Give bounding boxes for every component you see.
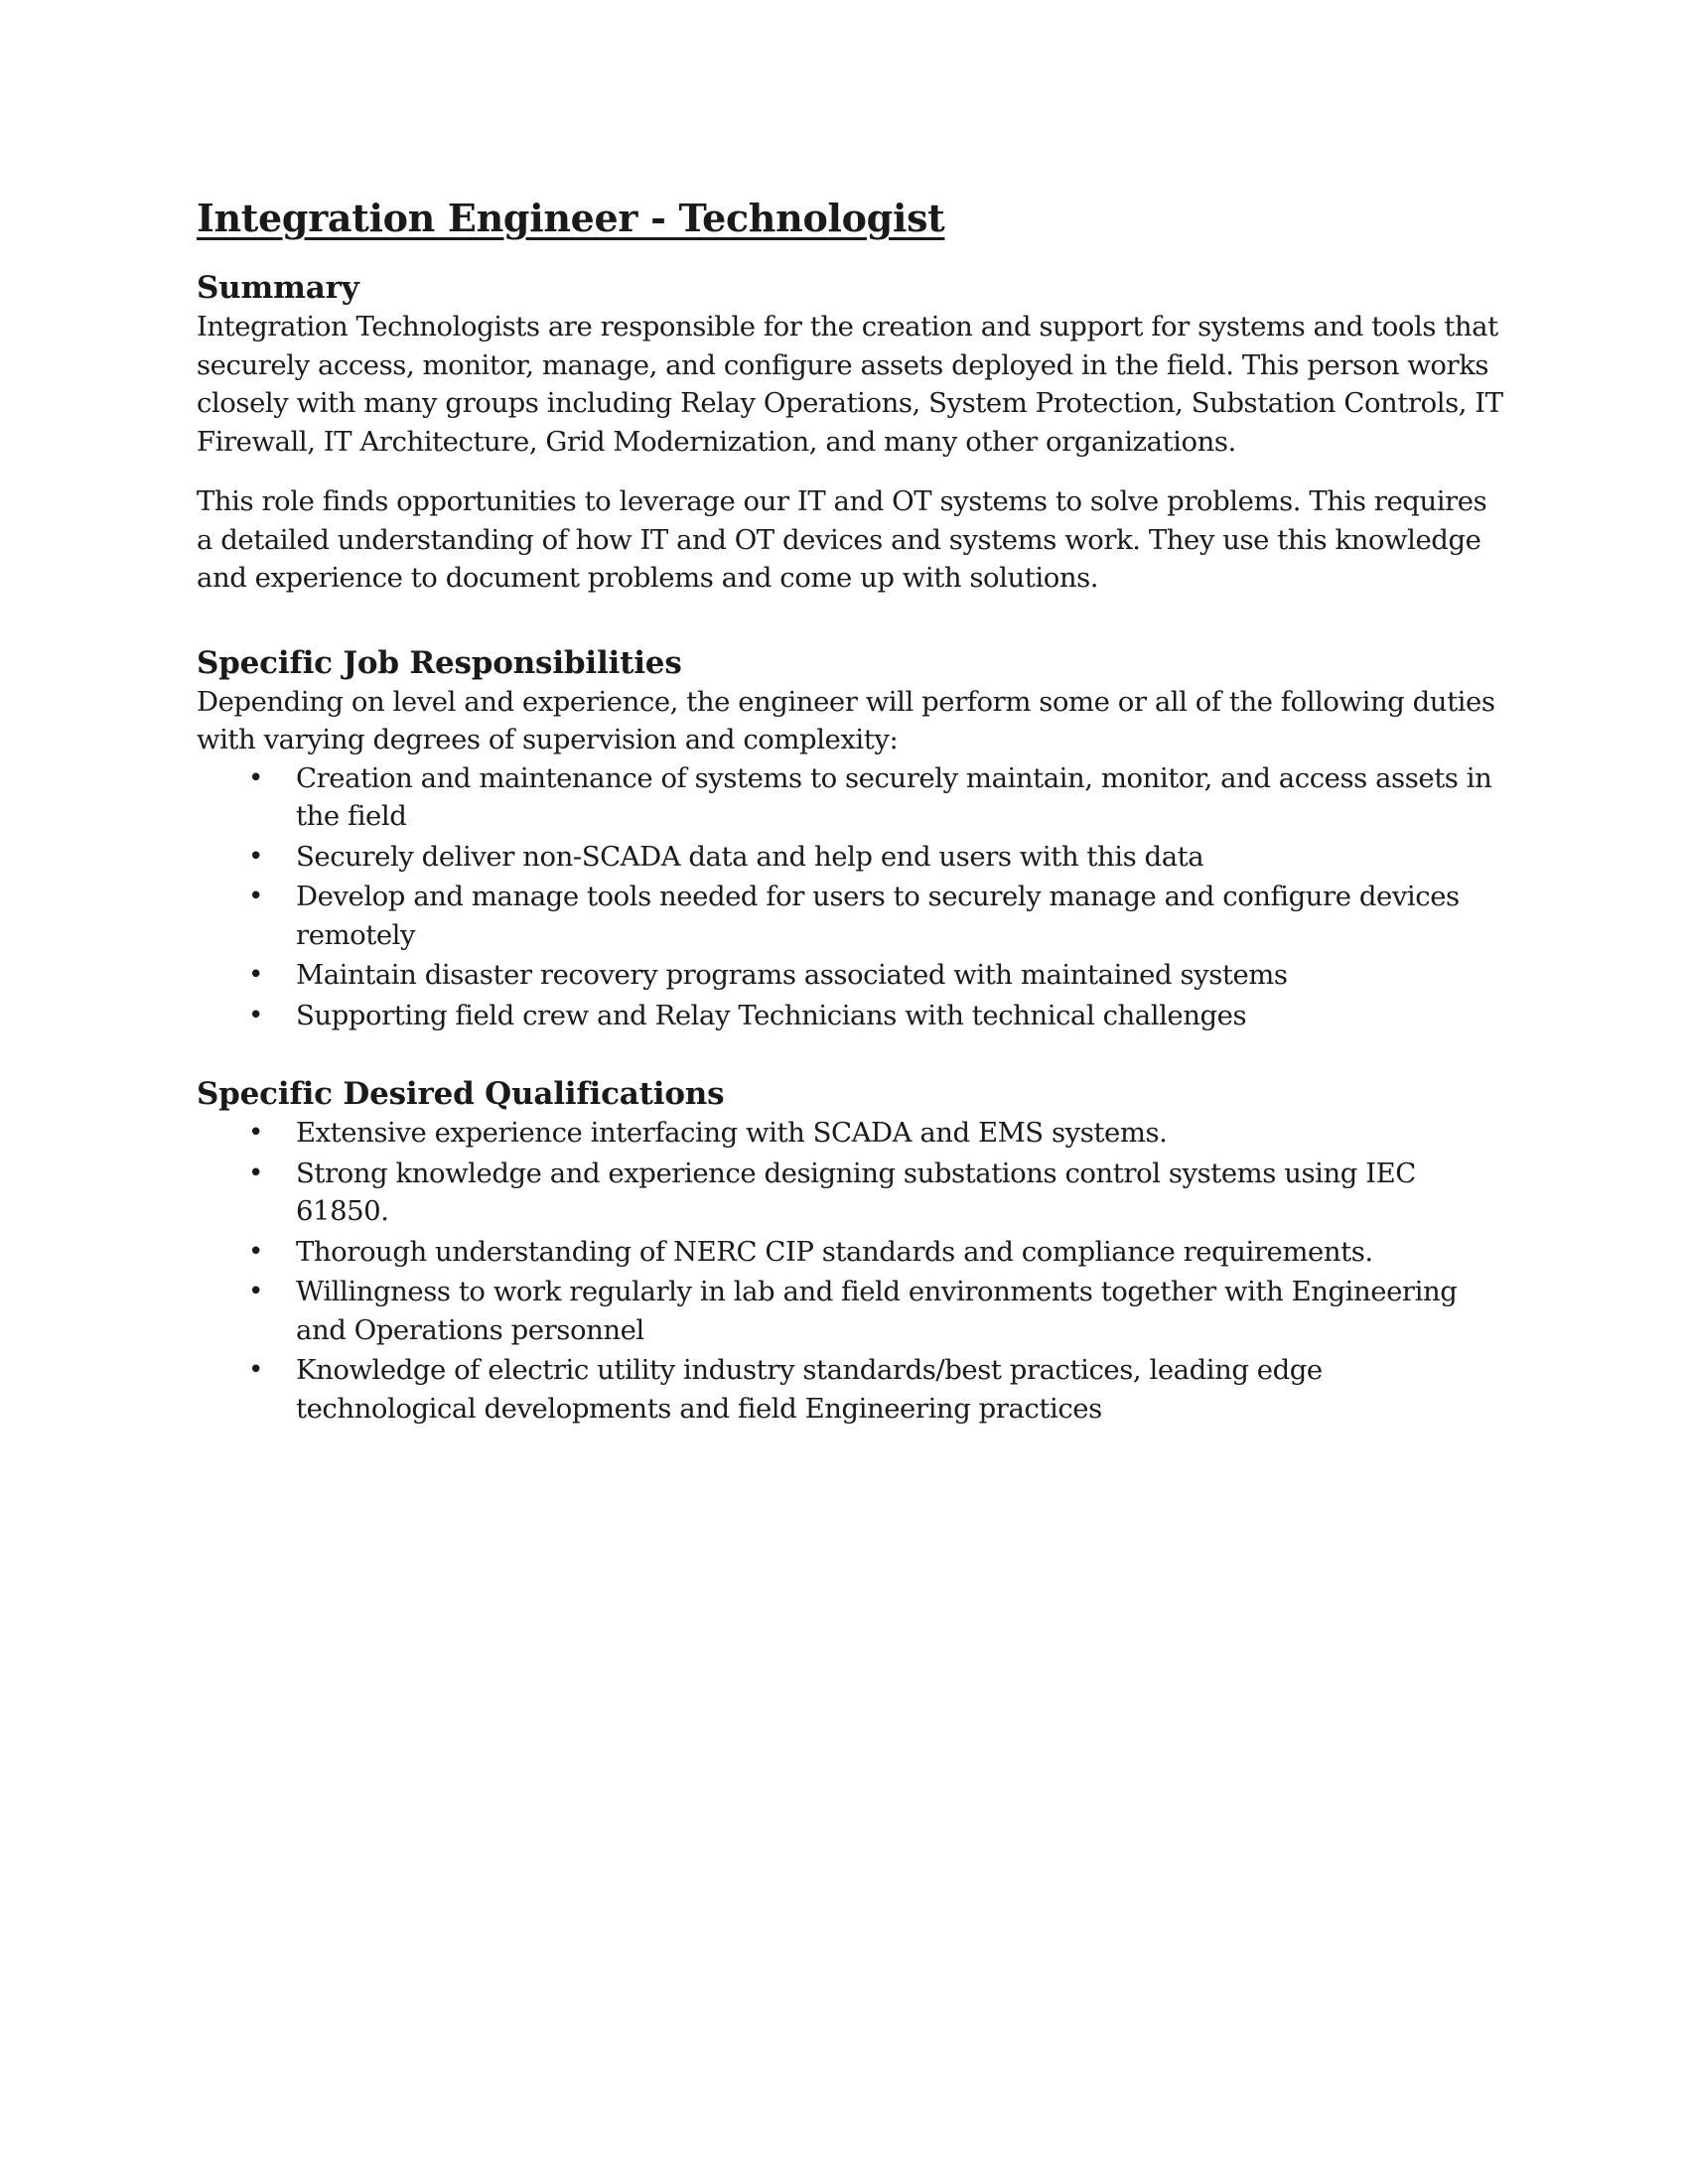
summary-section <box>197 268 1507 598</box>
list-item <box>197 1155 1507 1231</box>
bullet-icon: • <box>248 882 263 911</box>
list-item <box>197 997 1507 1035</box>
bullet-icon: • <box>248 1158 263 1188</box>
responsibilities-heading: Specific Job Responsibilities <box>197 644 682 681</box>
summary-paragraph-1: Integration Technologists are responsible for the creation and support for systems and tools that securely access, monitor, manage, and configure assets deployed in the field. This person works closely with many groups including Relay Operations, System Protection, Substation Controls, IT Firewall, IT Architecture, Grid Modernization, and many other organizations. <box>197 311 1503 458</box>
responsibilities-intro: Depending on level and experience, the engineer will perform some or all of the following duties with varying degrees of supervision and complexity: <box>197 685 1495 755</box>
bullet-icon: • <box>248 1277 263 1306</box>
summary-heading: Summary <box>197 270 359 306</box>
bullet-icon: • <box>248 1236 263 1267</box>
qualifications-heading: Specific Desired Qualifications <box>197 1076 725 1112</box>
list-item <box>197 1273 1507 1349</box>
list-item <box>197 878 1507 954</box>
list-item-text: Strong knowledge and experience designing substations control systems using IEC 61850. <box>296 1157 1416 1227</box>
list-item-text: Willingness to work regularly in lab and field environments together with Engineering and Operations personnel <box>296 1276 1458 1346</box>
responsibilities-list <box>197 759 1507 1035</box>
document-title: Integration Engineer - Technologist <box>197 196 945 240</box>
list-item-text: Creation and maintenance of systems to securely maintain, monitor, and access assets in the field <box>296 761 1492 832</box>
responsibilities-section <box>197 643 1507 1035</box>
qualifications-list <box>197 1114 1507 1428</box>
qualifications-section <box>197 1074 1507 1428</box>
list-item <box>197 1114 1507 1153</box>
bullet-icon: • <box>248 1000 263 1030</box>
bullet-icon: • <box>248 841 263 872</box>
list-item-text: Securely deliver non-SCADA data and help end users with this data <box>296 840 1204 873</box>
summary-paragraph-2: This role finds opportunities to leverage our IT and OT systems to solve problems. This requires a detailed understanding of how IT and OT devices and systems work. They use this knowledge and experience to document problems and come up with solutions. <box>197 485 1487 594</box>
list-item-text: Extensive experience interfacing with SCADA and EMS systems. <box>296 1117 1168 1149</box>
list-item-text: Develop and manage tools needed for users to securely manage and configure devices remotely <box>296 881 1460 951</box>
bullet-icon: • <box>248 762 263 793</box>
list-item <box>197 956 1507 995</box>
list-item <box>197 759 1507 836</box>
bullet-icon: • <box>248 1355 263 1385</box>
list-item-text: Maintain disaster recovery programs associated with maintained systems <box>296 959 1288 991</box>
list-item-text: Supporting field crew and Relay Technicians with technical challenges <box>296 999 1247 1031</box>
list-item-text: Thorough understanding of NERC CIP standards and compliance requirements. <box>296 1235 1373 1268</box>
list-item <box>197 1233 1507 1272</box>
list-item-text: Knowledge of electric utility industry standards/best practices, leading edge technological developments and field Engineering practices <box>296 1354 1323 1425</box>
list-item <box>197 1351 1507 1428</box>
document-page <box>197 195 1507 1467</box>
bullet-icon: • <box>248 1118 263 1148</box>
bullet-icon: • <box>248 960 263 990</box>
list-item <box>197 838 1507 877</box>
